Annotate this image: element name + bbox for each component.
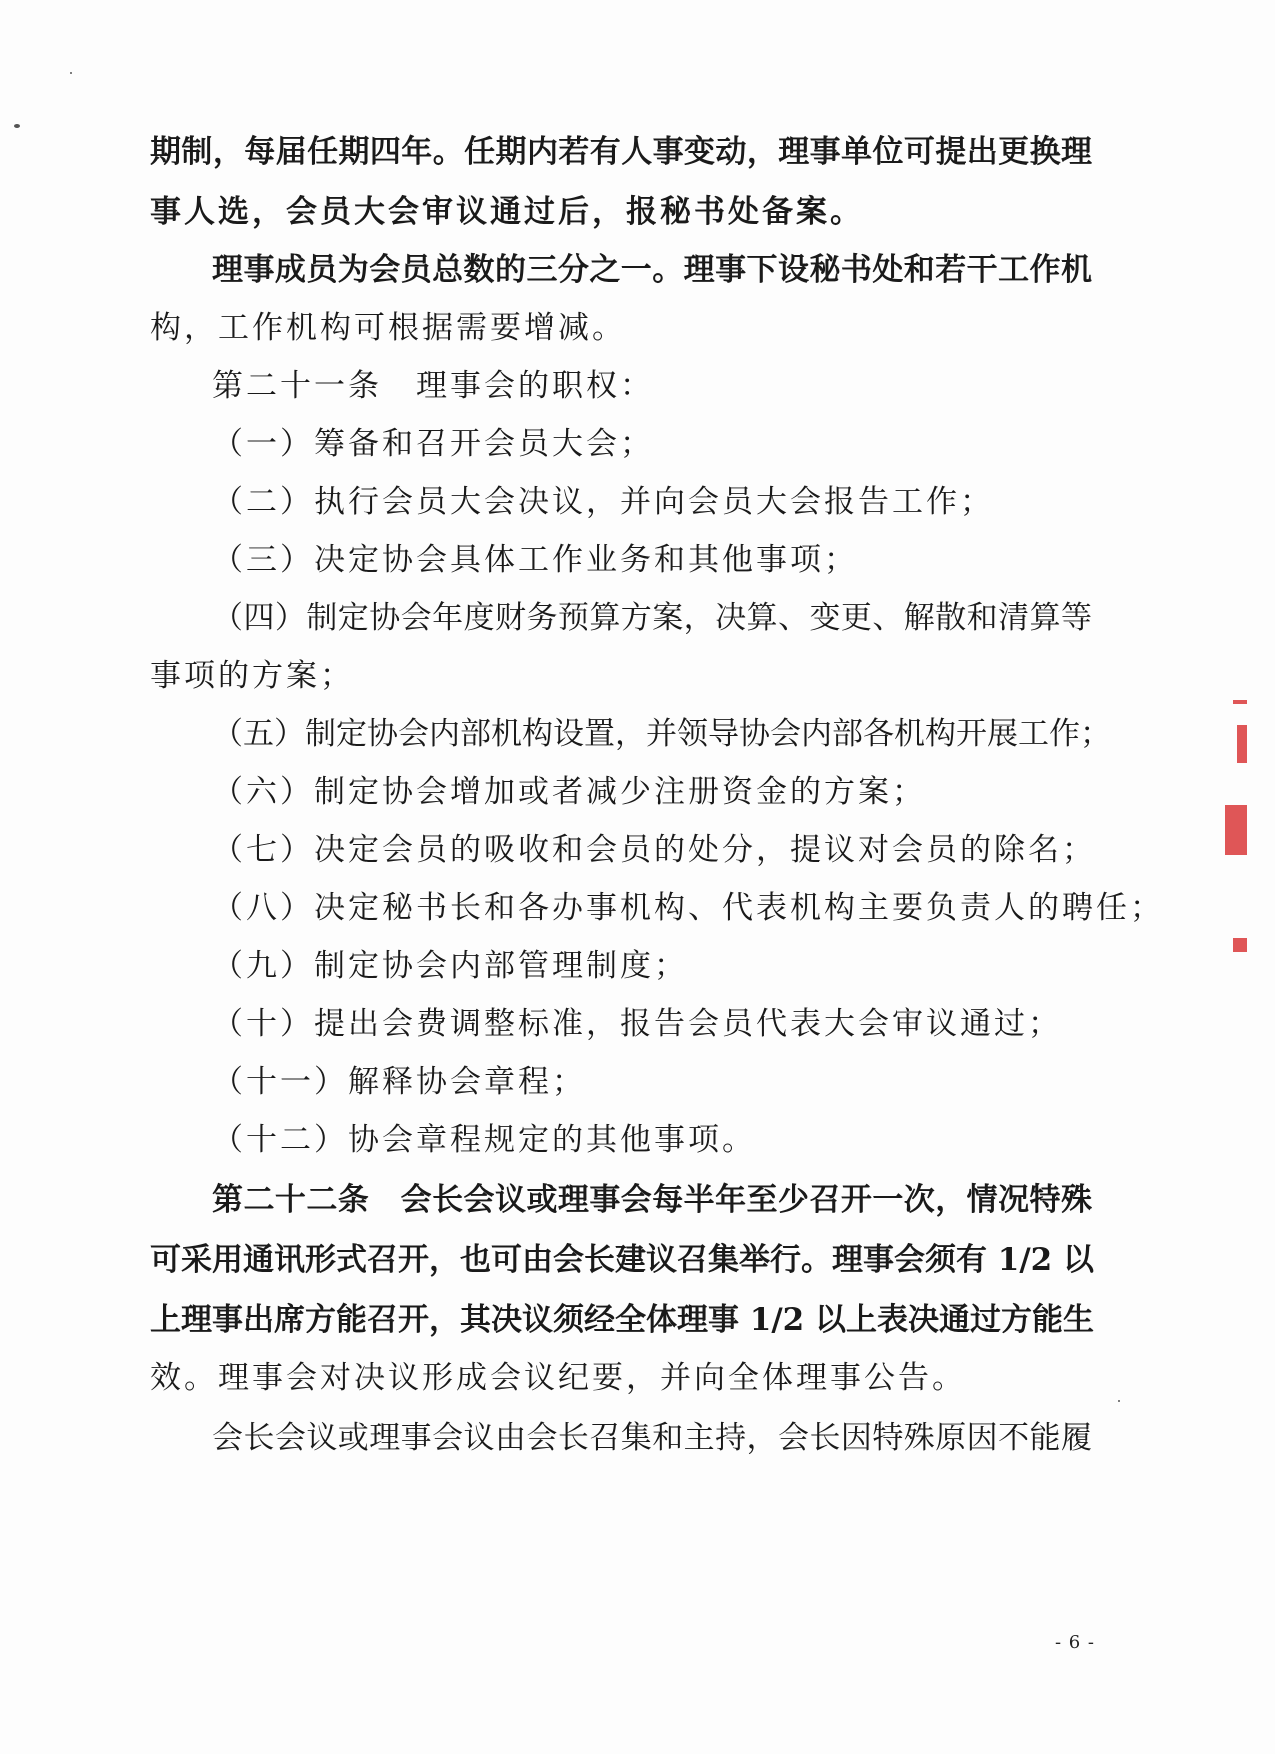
- list-item: （六）制定协会增加或者减少注册资金的方案；: [212, 774, 926, 810]
- text-line: 事人选，会员大会审议通过后，报秘书处备案。: [150, 194, 864, 230]
- article-heading: 第二十二条 会长会议或理事会每半年至少召开一次，情况特殊: [212, 1182, 1092, 1218]
- list-item: （五）制定协会内部机构设置，并领导协会内部各机构开展工作；: [212, 716, 1111, 752]
- list-item: （九）制定协会内部管理制度；: [212, 948, 688, 984]
- list-item: （十）提出会费调整标准，报告会员代表大会审议通过；: [212, 1006, 1062, 1042]
- stamp-fragment: [1225, 805, 1247, 855]
- text-line: 期制，每届任期四年。任期内若有人事变动，理事单位可提出更换理: [150, 134, 1092, 170]
- stamp-fragment: [1233, 938, 1247, 952]
- page-number: - 6 -: [1054, 1632, 1095, 1653]
- list-item: （一）筹备和召开会员大会；: [212, 426, 654, 462]
- text-line: 构，工作机构可根据需要增减。: [150, 310, 626, 346]
- text-line: 会长会议或理事会议由会长召集和主持，会长因特殊原因不能履: [212, 1420, 1092, 1456]
- text-line: 理事成员为会员总数的三分之一。理事下设秘书处和若干工作机: [212, 252, 1092, 288]
- list-item: （十一）解释协会章程；: [212, 1064, 586, 1100]
- text-line: 事项的方案；: [150, 658, 354, 694]
- text-line: 效。理事会对决议形成会议纪要，并向全体理事公告。: [150, 1360, 966, 1396]
- list-item: （八）决定秘书长和各办事机构、代表机构主要负责人的聘任；: [212, 890, 1164, 926]
- scan-speck: [70, 72, 72, 74]
- scan-speck: [14, 124, 20, 128]
- list-item: （四）制定协会年度财务预算方案，决算、变更、解散和清算等: [212, 600, 1092, 636]
- list-item: （三）决定协会具体工作业务和其他事项；: [212, 542, 858, 578]
- article-heading: 第二十一条 理事会的职权：: [212, 368, 654, 404]
- stamp-fragment: [1233, 700, 1247, 704]
- stamp-fragment: [1237, 725, 1247, 763]
- text-line: 上理事出席方能召开，其决议须经全体理事 1/2 以上表决通过方能生: [150, 1302, 1095, 1338]
- list-item: （二）执行会员大会决议，并向会员大会报告工作；: [212, 484, 994, 520]
- scan-speck: [1118, 1400, 1120, 1402]
- text-line: 可采用通讯形式召开，也可由会长建议召集举行。理事会须有 1/2 以: [150, 1242, 1095, 1278]
- list-item: （七）决定会员的吸收和会员的处分，提议对会员的除名；: [212, 832, 1096, 868]
- list-item: （十二）协会章程规定的其他事项。: [212, 1122, 756, 1158]
